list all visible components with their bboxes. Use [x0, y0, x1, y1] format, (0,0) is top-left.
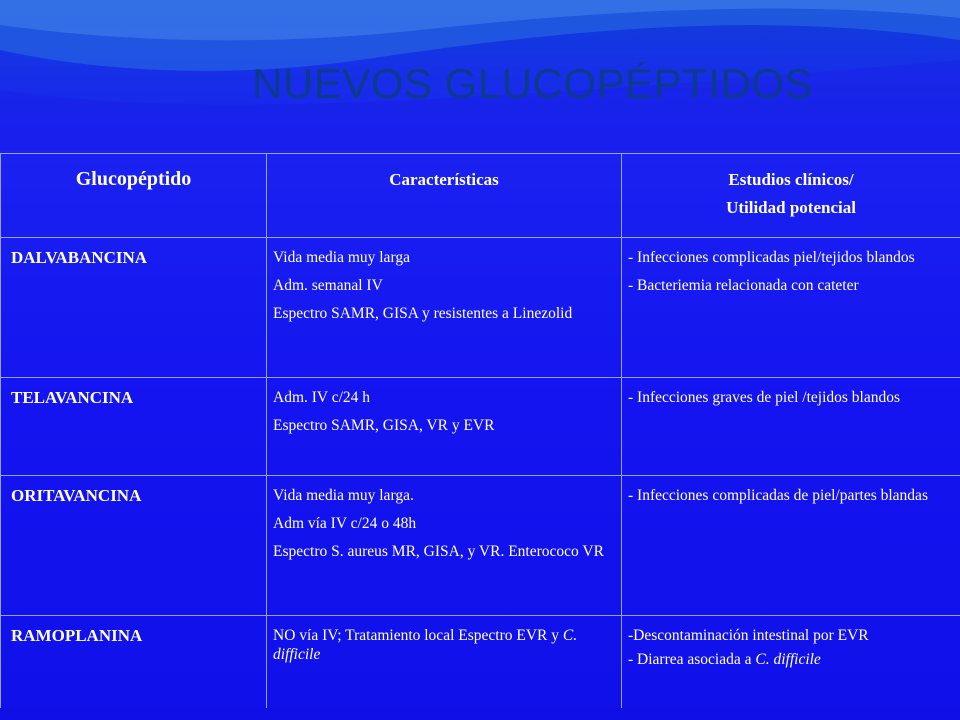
characteristic-line: Espectro SAMR, GISA, VR y EVR — [273, 417, 495, 434]
header-caracteristicas: Características — [267, 154, 622, 238]
table-row — [1, 476, 960, 616]
clinical-use-line: - Infecciones graves de piel /tejidos blandos — [628, 389, 901, 406]
clinical-use-line: - Bacteriemia relacionada con cateter — [628, 277, 859, 294]
drug-clinical-uses — [622, 378, 960, 476]
bottom-edge — [0, 708, 960, 720]
characteristic-line: Espectro SAMR, GISA y resistentes a Linezolid — [273, 305, 573, 322]
header-glucopeptido: Glucopéptido — [1, 154, 267, 238]
drug-characteristics — [267, 616, 622, 720]
clinical-use-text: - Diarrea asociada a — [628, 651, 756, 668]
slide-title: NUEVOS GLUCOPÉPTIDOS — [252, 60, 813, 107]
characteristic-line: Adm. semanal IV — [273, 277, 383, 294]
clinical-use-line: - Infecciones complicadas piel/tejidos blandos — [628, 249, 915, 266]
characteristic-line: Vida media muy larga. — [273, 487, 414, 504]
table-row — [1, 616, 960, 720]
characteristic-line: Espectro S. aureus MR, GISA, y VR. Enterococo VR — [273, 543, 604, 560]
clinical-use-line: -Descontaminación intestinal por EVR — [628, 627, 869, 644]
table-header-row — [1, 154, 960, 238]
characteristic-line: Vida media muy larga — [273, 249, 410, 266]
clinical-use-line: - Infecciones complicadas de piel/partes blandas — [628, 487, 928, 504]
drug-clinical-uses — [622, 238, 960, 378]
table-row — [1, 378, 960, 476]
clinical-use-italic-organism: C. difficile — [755, 651, 821, 668]
table-row — [1, 238, 960, 378]
drug-name: RAMOPLANINA — [1, 616, 267, 720]
characteristic-line — [273, 626, 615, 664]
drug-characteristics — [267, 378, 622, 476]
drug-name: ORITAVANCINA — [1, 476, 267, 616]
drug-name: DALVABANCINA — [1, 238, 267, 378]
header-estudios — [622, 154, 960, 238]
header-estudios-line2: Utilidad potencial — [726, 198, 856, 217]
characteristic-line: Adm vía IV c/24 o 48h — [273, 515, 417, 532]
header-estudios-line1: Estudios clínicos/ — [728, 170, 854, 189]
clinical-use-line — [628, 650, 954, 669]
characteristic-italic-organism: C. difficile — [273, 627, 578, 663]
drug-characteristics — [267, 476, 622, 616]
characteristic-line: Adm. IV c/24 h — [273, 389, 371, 406]
characteristic-text: NO vía IV; Tratamiento local Espectro EVR y — [273, 627, 563, 644]
drug-characteristics — [267, 238, 622, 378]
drug-clinical-uses — [622, 476, 960, 616]
drug-name: TELAVANCINA — [1, 378, 267, 476]
drug-clinical-uses — [622, 616, 960, 720]
glycopeptides-table — [0, 153, 960, 720]
